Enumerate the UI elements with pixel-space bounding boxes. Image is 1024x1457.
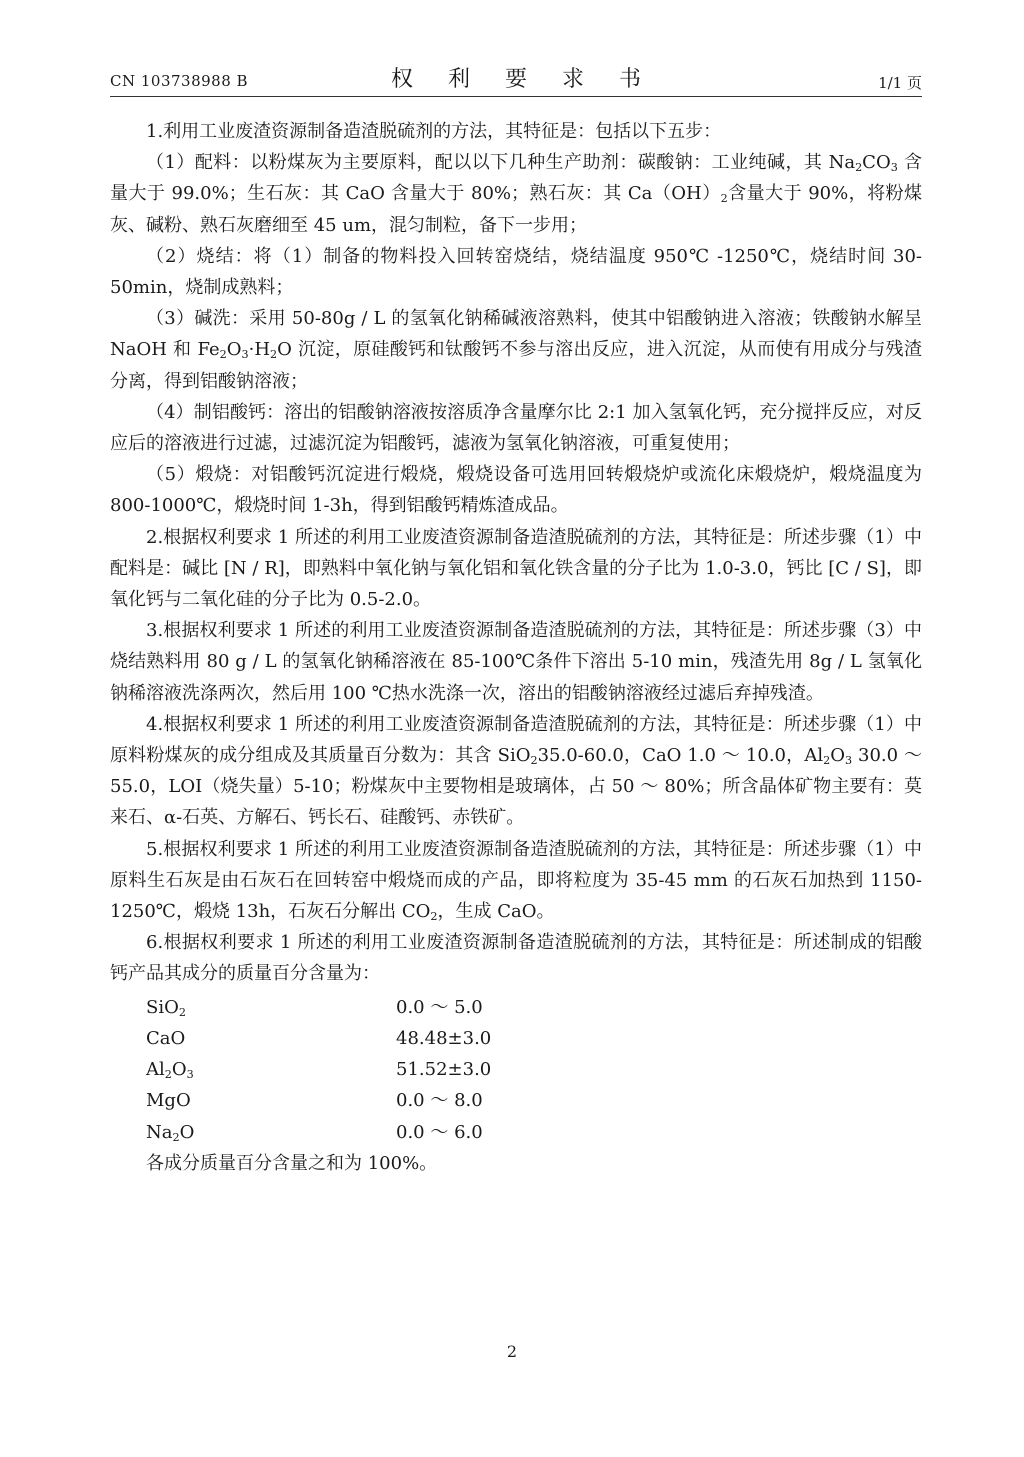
composition-table (146, 992, 656, 1148)
claim-2: 2.根据权利要求 1 所述的利用工业废渣资源制备造渣脱硫剂的方法，其特征是：所述步骤（1）中配料是：碱比 [N / R]，即熟料中氧化钠与氧化铝和氧化铁含量的分子比为 1.0-3.0，钙比 [C / S]，即氧化钙与二氧化硅的分子比为 0.5-2.0。 (110, 526, 922, 611)
component-name (146, 992, 396, 1023)
page-label: 1/1 页 (878, 74, 922, 92)
text-segment: Al (146, 1059, 165, 1081)
component-value: 0.0 ～ 5.0 (396, 996, 483, 1018)
text-segment: 35.0-60.0，CaO 1.0 ～ 10.0，Al (537, 745, 824, 767)
text-segment: 4.根据权利要求 1 所述的利用工业废渣资源制备造渣脱硫剂的方法，其特征是：所述步骤（1）中原料粉煤灰的成分组成及其质量百分数为：其含 SiO (110, 713, 922, 767)
subscript: 3 (186, 1067, 194, 1081)
table-row (146, 1023, 656, 1054)
claim-1-step-3 (110, 303, 922, 397)
subscript: 3 (845, 753, 853, 767)
component-name (146, 1117, 396, 1148)
text-segment: O 沉淀，原硅酸钙和钛酸钙不参与溶出反应，进入沉淀，从而使有用成分与残渣分离，得到铝酸钠溶液； (110, 339, 922, 392)
component-value: 51.52±3.0 (396, 1059, 492, 1081)
claim-4 (110, 709, 922, 834)
subscript: 2 (164, 1067, 172, 1081)
text-segment: O (171, 1059, 187, 1081)
component-name (146, 1085, 396, 1116)
table-row (146, 1054, 656, 1085)
subscript: 3 (241, 348, 249, 362)
subscript: 2 (530, 753, 538, 767)
claims-body (110, 116, 922, 1179)
text-segment: O (830, 745, 845, 767)
page-number: 2 (506, 1342, 518, 1361)
patent-number: CN 103738988 B (110, 72, 249, 90)
text-segment: 含量大于 99.0%；生石灰：其 CaO 含量大于 80%；熟石灰：其 Ca（OH） (110, 152, 922, 205)
text-segment: 含量大于 90%，将粉煤灰、碱粉、熟石灰磨细至 45 um，混匀制粒，备下一步用； (110, 183, 923, 236)
page-header (110, 62, 922, 92)
text-segment: （3）碱洗：采用 50-80g / L 的氢氧化钠稀碱液溶熟料，使其中铝酸钠进入溶液；铁酸钠水解呈 NaOH 和 Fe (110, 308, 922, 361)
text-segment: （1）配料：以粉煤灰为主要原料，配以以下几种生产助剂：碳酸钠：工业纯碱，其 Na (146, 152, 856, 174)
subscript: 2 (855, 160, 863, 174)
header-rule (110, 96, 922, 97)
claim-1-step-2: （2）烧结：将（1）制备的物料投入回转窑烧结，烧结温度 950℃ -1250℃，烧结时间 30-50min，烧制成熟料； (110, 245, 922, 299)
text-segment: CaO (146, 1027, 186, 1049)
table-row (146, 1117, 656, 1148)
claim-6-outro: 各成分质量百分含量之和为 100%。 (146, 1152, 438, 1174)
subscript: 2 (178, 1005, 186, 1019)
claim-1-step-1 (110, 147, 922, 241)
text-segment: ，生成 CaO。 (437, 901, 555, 923)
claim-1-step-4: （4）制铝酸钙：溶出的铝酸钠溶液按溶质净含量摩尔比 2:1 加入氢氧化钙，充分搅拌反应，对反应后的溶液进行过滤，过滤沉淀为铝酸钙，滤液为氢氧化钠溶液，可重复使用； (110, 401, 922, 455)
text-segment: O (226, 339, 242, 361)
claim-3: 3.根据权利要求 1 所述的利用工业废渣资源制备造渣脱硫剂的方法，其特征是：所述步骤（3）中烧结熟料用 80 g / L 的氢氧化钠稀溶液在 85-100℃条件下溶出 5-10 min，残渣先用 8g / L 氢氧化钠稀溶液洗涤两次，然后用 100 ℃热水洗涤一次，溶出的铝酸钠溶液经过滤后弃掉残渣。 (110, 620, 922, 704)
text-segment: Na (146, 1121, 173, 1143)
text-segment: 30.0 ～ 55.0，LOI（烧失量）5-10；粉煤灰中主要物相是玻璃体，占 50 ～ 80%；所含晶体矿物主要有：莫来石、α-石英、方解石、钙长石、硅酸钙、赤铁矿。 (110, 745, 922, 829)
claim-6-intro: 6.根据权利要求 1 所述的利用工业废渣资源制备造渣脱硫剂的方法，其特征是：所述制成的铝酸钙产品其成分的质量百分含量为： (110, 932, 922, 985)
claim-5 (110, 834, 922, 928)
text-segment: 5.根据权利要求 1 所述的利用工业废渣资源制备造渣脱硫剂的方法，其特征是：所述步骤（1）中原料生石灰是由石灰石在回转窑中煅烧而成的产品，即将粒度为 35-45 mm 的石灰石加热到 1150-1250℃，煅烧 13h，石灰石分解出 CO (110, 838, 922, 923)
subscript: 2 (430, 909, 438, 923)
text-segment: CO (862, 152, 891, 174)
claim-1-step-5: （5）煅烧：对铝酸钙沉淀进行煅烧，煅烧设备可选用回转煅烧炉或流化床煅烧炉，煅烧温度为 800-1000℃，煅烧时间 1-3h，得到铝酸钙精炼渣成品。 (110, 464, 922, 517)
subscript: 2 (823, 753, 831, 767)
subscript: 2 (219, 348, 227, 362)
claim-1-intro: 1.利用工业废渣资源制备造渣脱硫剂的方法，其特征是：包括以下五步： (146, 121, 722, 142)
table-row (146, 992, 656, 1023)
text-segment: SiO (146, 996, 179, 1018)
component-name (146, 1054, 396, 1085)
text-segment: ·H (248, 339, 271, 361)
page-title: 权 利 要 求 书 (391, 67, 655, 92)
subscript: 2 (720, 192, 728, 206)
subscript: 2 (270, 348, 278, 362)
table-row (146, 1085, 656, 1116)
component-value: 0.0 ～ 6.0 (396, 1121, 483, 1143)
subscript: 3 (890, 160, 898, 174)
text-segment: MgO (146, 1090, 191, 1112)
component-name (146, 1023, 396, 1054)
subscript: 2 (172, 1130, 180, 1144)
text-segment: O (179, 1121, 195, 1143)
component-value: 48.48±3.0 (396, 1027, 492, 1049)
component-value: 0.0 ～ 8.0 (396, 1090, 483, 1112)
